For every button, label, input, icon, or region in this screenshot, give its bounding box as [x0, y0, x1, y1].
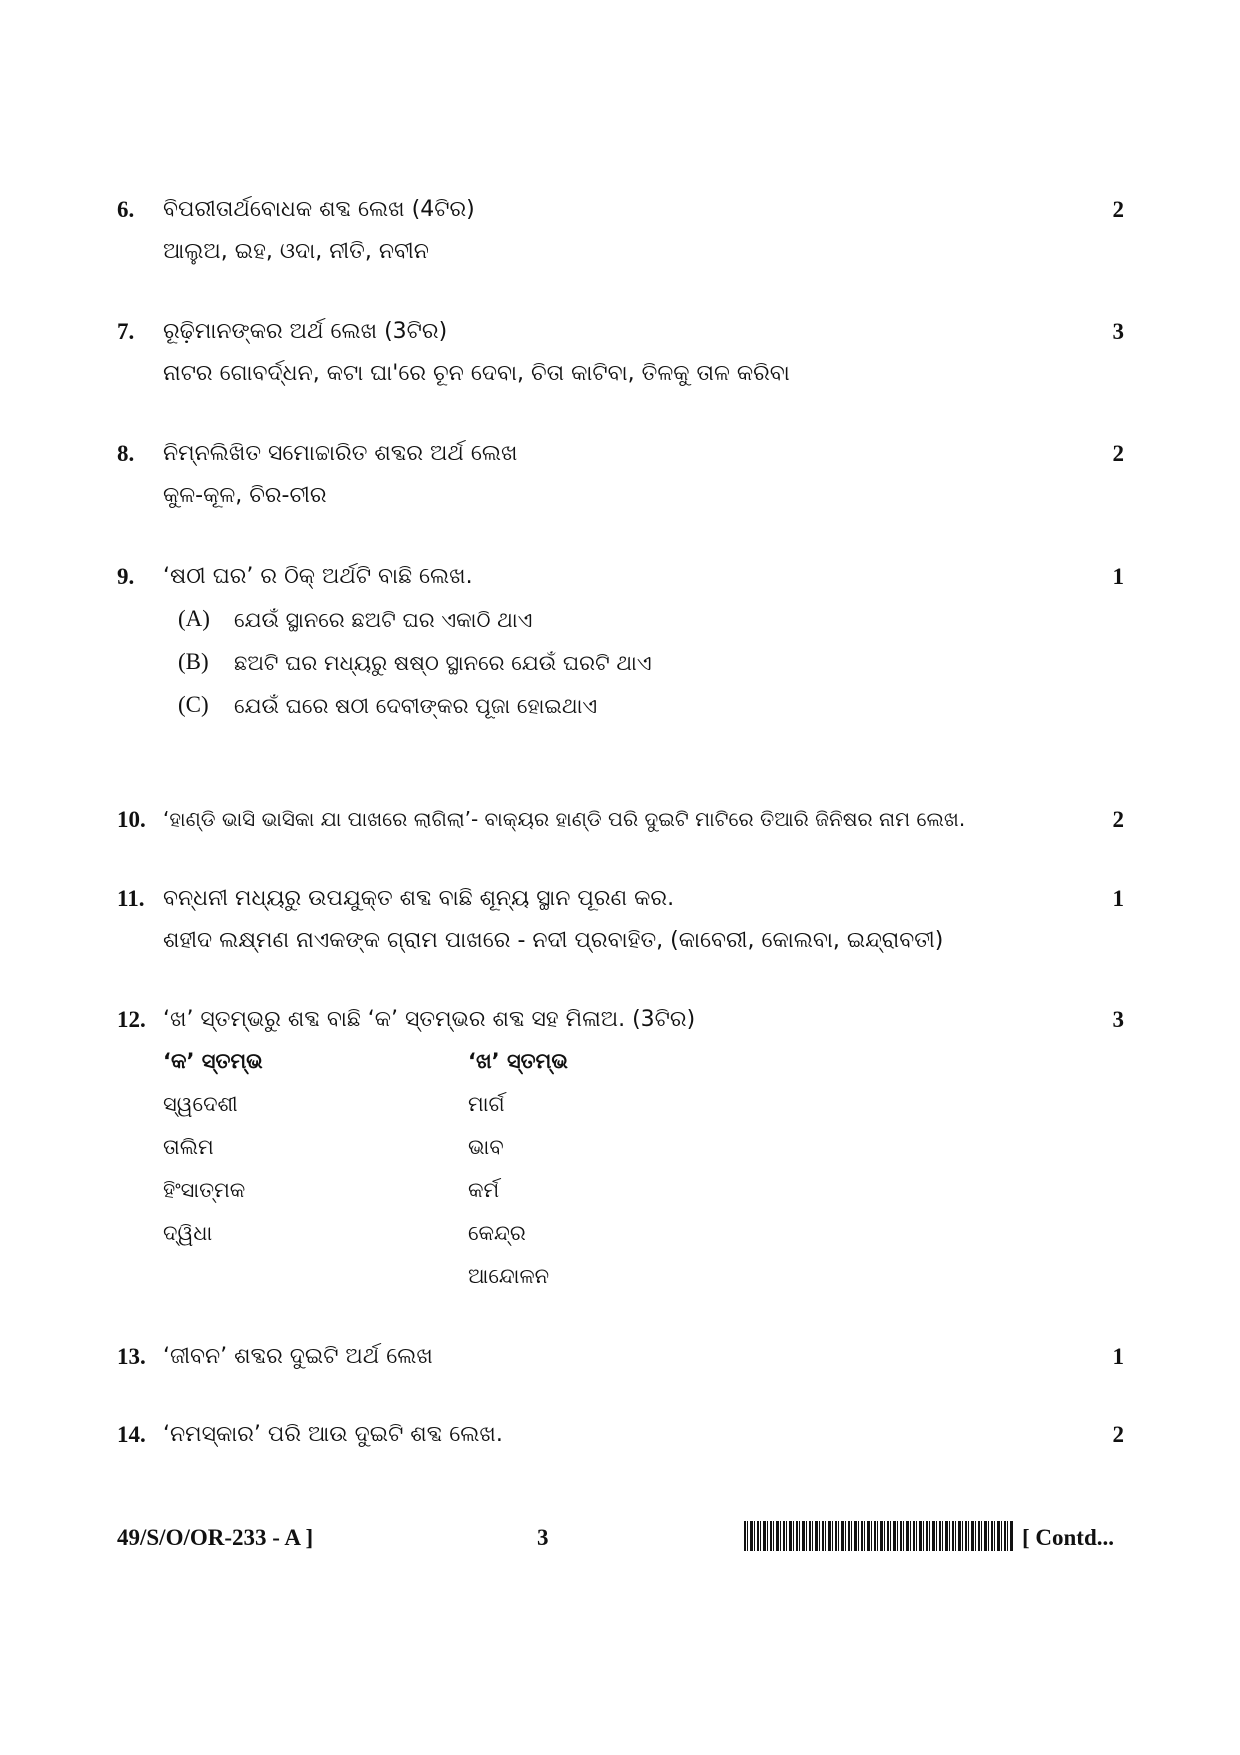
barcode [744, 1521, 1014, 1551]
option-text-b: ଛଅଟି ଘର ମଧ୍ୟରୁ ଷଷ୍ଠ ସ୍ଥାନରେ ଯେଉଁ ଘରଟି ଥାଏ [234, 651, 652, 675]
question-text: ‘ହାଣ୍ଡି ଭାସି ଭାସିକା ଯା ପାଖରେ ଲାଗିଲା’- ବାକ୍ୟର ହାଣ୍ଡି ପରି ଦୁଇଟି ମାଟିରେ ତିଆରି ଜିନିଷର ନାମ ଲେଖ. [163, 807, 966, 831]
column-a-item: ତାଲିମ [163, 1135, 214, 1159]
question-marks: 2 [1112, 1422, 1124, 1447]
question-marks: 1 [1112, 886, 1124, 911]
paper-code: 49/S/O/OR-233 - A ] [117, 1525, 314, 1550]
question-number: 12. [117, 1007, 146, 1032]
continued-label: [ Contd... [1022, 1525, 1115, 1550]
question-text: ‘ଜୀବନ’ ଶବ୍ଦର ଦୁଇଟି ଅର୍ଥ ଲେଖ [163, 1344, 433, 1369]
question-marks: 1 [1112, 1344, 1124, 1369]
question-number: 6. [117, 197, 135, 222]
column-a-item: ସ୍ୱଦେଶୀ [163, 1092, 238, 1116]
question-number: 14. [117, 1422, 146, 1447]
question-text: ବିପରୀତାର୍ଥବୋଧକ ଶବ୍ଦ ଲେଖ (4ଟିର) [163, 197, 475, 222]
question-text: ‘ଖ’ ସ୍ତମ୍ଭରୁ ଶବ୍ଦ ବାଛି ‘କ’ ସ୍ତମ୍ଭର ଶବ୍ଦ ସହ ମିଳାଅ. (3ଟିର) [163, 1007, 696, 1032]
column-a-heading: ‘କ’ ସ୍ତମ୍ଭ [163, 1049, 263, 1073]
question-text: ନିମ୍ନଲିଖିତ ସମୋଚ୍ଚାରିତ ଶବ୍ଦର ଅର୍ଥ ଲେଖ [163, 441, 518, 466]
column-b-heading: ‘ଖ’ ସ୍ତମ୍ଭ [468, 1049, 568, 1073]
question-text: ରୂଢ଼ିମାନଙ୍କର ଅର୍ଥ ଲେଖ (3ଟିର) [163, 319, 448, 344]
page-number: 3 [537, 1525, 549, 1550]
question-marks: 2 [1112, 441, 1124, 466]
question-text: ବନ୍ଧନୀ ମଧ୍ୟରୁ ଉପଯୁକ୍ତ ଶବ୍ଦ ବାଛି ଶୂନ୍ୟ ସ୍ଥାନ ପୂରଣ କର. [163, 886, 675, 911]
question-line: ଆଲୁଅ, ଇହ, ଓଦା, ନୀତି, ନବୀନ [163, 239, 429, 264]
question-marks: 2 [1112, 197, 1124, 222]
column-b-item: ଭାବ [468, 1135, 504, 1159]
column-a-item: ହିଂସାତ୍ମକ [163, 1178, 246, 1202]
option-label-a: (A) [178, 606, 210, 631]
question-marks: 2 [1112, 807, 1124, 832]
option-text-a: ଯେଉଁ ସ୍ଥାନରେ ଛଅଟି ଘର ଏକାଠି ଥାଏ [234, 608, 533, 632]
option-label-c: (C) [178, 692, 209, 717]
question-number: 13. [117, 1344, 146, 1369]
question-marks: 1 [1112, 564, 1124, 589]
column-b-item: ମାର୍ଗ [468, 1092, 505, 1116]
column-b-item: କର୍ମ [468, 1178, 500, 1202]
question-marks: 3 [1112, 1007, 1124, 1032]
question-line: ନାଟର ଗୋବର୍ଦ୍ଧନ, କଟା ଘା'ରେ ଚୂନ ଦେବା, ଚିତା କାଟିବା, ତିଳକୁ ତାଳ କରିବା [163, 361, 790, 386]
question-marks: 3 [1112, 319, 1124, 344]
question-number: 9. [117, 564, 135, 589]
column-b-item: କେନ୍ଦ୍ର [468, 1221, 526, 1245]
question-line: ଶହୀଦ ଲକ୍ଷ୍ମଣ ନାଏକଙ୍କ ଗ୍ରାମ ପାଖରେ - ନଦୀ ପ୍ରବାହିତ, (କାବେରୀ, କୋଲବା, ଇନ୍ଦ୍ରାବତୀ) [163, 928, 944, 953]
question-number: 10. [117, 807, 146, 832]
question-number: 11. [117, 886, 145, 911]
question-line: କୁଳ-କୂଳ, ଚିର-ଚୀର [163, 483, 327, 508]
question-number: 8. [117, 441, 135, 466]
option-label-b: (B) [178, 649, 209, 674]
question-number: 7. [117, 319, 135, 344]
question-text: ‘ନମସ୍କାର’ ପରି ଆଉ ଦୁଇଟି ଶବ୍ଦ ଲେଖ. [163, 1422, 503, 1447]
option-text-c: ଯେଉଁ ଘରେ ଷଠୀ ଦେବୀଙ୍କର ପୂଜା ହୋଇଥାଏ [234, 694, 598, 718]
column-a-item: ଦ୍ୱିଧା [163, 1221, 213, 1245]
question-text: ‘ଷଠୀ ଘର’ ର ଠିକ୍ ଅର୍ଥଟି ବାଛି ଲେଖ. [163, 564, 473, 589]
column-b-item: ଆନ୍ଦୋଳନ [468, 1264, 550, 1288]
